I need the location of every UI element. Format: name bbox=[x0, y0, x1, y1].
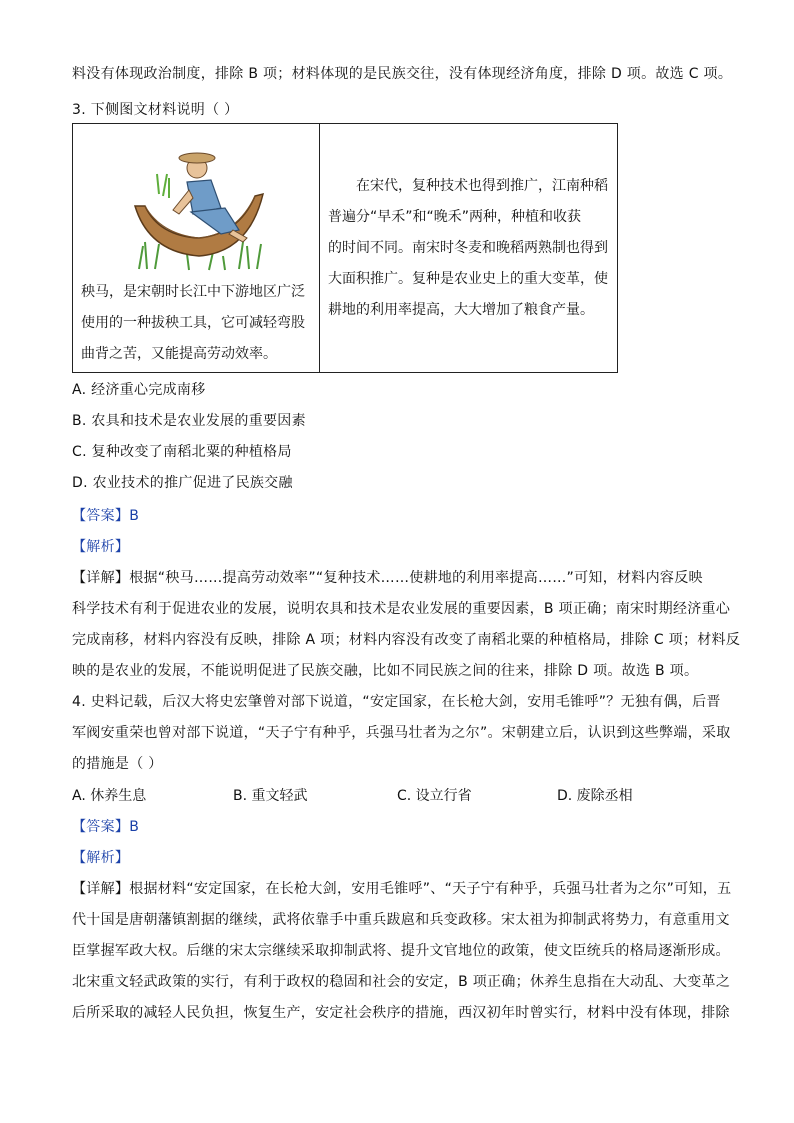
q4-detail-line: 臣掌握军政大权。后继的宋太宗继续采取抑制武将、提升文官地位的政策，使文臣统兵的格局逐渐形成。 bbox=[72, 943, 730, 959]
q4-option-d: D. 废除丞相 bbox=[557, 788, 633, 804]
q4-detail-line: 代十国是唐朝藩镇割据的继续，武将依靠手中重兵跋扈和兵变政移。宋太祖为抑制武将势力，有意重用文 bbox=[72, 912, 730, 928]
q3-caption-line: 使用的一种拔秧工具，它可减轻弯股 bbox=[81, 315, 305, 331]
q4-option-b: B. 重文轻武 bbox=[233, 788, 308, 804]
q4-analysis-label: 【解析】 bbox=[72, 850, 130, 866]
q3-caption-line: 曲背之苦，又能提高劳动效率。 bbox=[81, 346, 277, 362]
q4-detail-line: 【详解】根据材料“安定国家，在长枪大剑，安用毛锥呼”、“天子宁有种乎，兵强马壮者为之尔”可知，五 bbox=[72, 881, 732, 897]
q3-analysis-label: 【解析】 bbox=[72, 539, 130, 555]
yangma-farmer-illustration bbox=[129, 134, 269, 274]
q3-caption-line: 秧马，是宋朝时长江中下游地区广泛 bbox=[81, 284, 305, 300]
q3-material-line: 耕地的利用率提高，大大增加了粮食产量。 bbox=[328, 302, 594, 318]
q3-detail-line: 映的是农业的发展，不能说明促进了民族交融，比如不同民族之间的往来，排除 D 项。故选 B 项。 bbox=[72, 663, 699, 679]
q3-detail-line: 【详解】根据“秧马……提高劳动效率”“复种技术……使耕地的利用率提高……”可知，材料内容反映 bbox=[72, 570, 703, 586]
q4-option-a: A. 休养生息 bbox=[72, 788, 147, 804]
q4-stem-line: 军阀安重荣也曾对部下说道，“天子宁有种乎，兵强马壮者为之尔”。宋朝建立后，认识到这些弊端，采取 bbox=[72, 725, 731, 741]
q4-stem-line: 4. 史料记载，后汉大将史宏肇曾对部下说道，“安定国家，在长枪大剑，安用毛锥呼”？无独有偶，后晋 bbox=[72, 694, 721, 710]
q4-stem-line: 的措施是（ ） bbox=[72, 756, 163, 772]
q3-option-c: C. 复种改变了南稻北粟的种植格局 bbox=[72, 444, 292, 460]
q3-material-line: 普遍分“早禾”和“晚禾”两种，种植和收获 bbox=[328, 209, 582, 225]
q4-option-c: C. 设立行省 bbox=[397, 788, 472, 804]
q4-detail-line: 后所采取的减轻人民负担，恢复生产，安定社会秩序的措施，西汉初年时曾实行，材料中没有体现，排除 bbox=[72, 1005, 730, 1021]
q3-detail-line: 完成南移，材料内容没有反映，排除 A 项；材料内容没有改变了南稻北粟的种植格局，排除 C 项；材料反 bbox=[72, 632, 741, 648]
q4-detail-line: 北宋重文轻武政策的实行，有利于政权的稳固和社会的安定，B 项正确；休养生息指在大动乱、大变革之 bbox=[72, 974, 731, 990]
q3-option-b: B. 农具和技术是农业发展的重要因素 bbox=[72, 413, 306, 429]
q3-right-cell bbox=[320, 124, 618, 373]
q3-option-a: A. 经济重心完成南移 bbox=[72, 382, 206, 398]
q3-detail-line: 科学技术有利于促进农业的发展，说明农具和技术是农业发展的重要因素，B 项正确；南宋时期经济重心 bbox=[72, 601, 731, 617]
q3-material-table bbox=[72, 123, 618, 373]
q4-answer: 【答案】B bbox=[72, 819, 140, 835]
q3-answer: 【答案】B bbox=[72, 508, 140, 524]
q3-material-line: 在宋代，复种技术也得到推广，江南种稻 bbox=[328, 178, 608, 194]
q3-material-line: 的时间不同。南宋时冬麦和晚稻两熟制也得到 bbox=[328, 240, 608, 256]
continuation-line: 料没有体现政治制度，排除 B 项；材料体现的是民族交往，没有体现经济角度，排除 D 项。故选 C 项。 bbox=[72, 66, 733, 82]
q3-option-d: D. 农业技术的推广促进了民族交融 bbox=[72, 475, 293, 491]
q3-left-cell bbox=[73, 124, 320, 373]
q3-material-line: 大面积推广。复种是农业史上的重大变革，使 bbox=[328, 271, 608, 287]
q3-stem: 3. 下侧图文材料说明（ ） bbox=[72, 102, 239, 118]
